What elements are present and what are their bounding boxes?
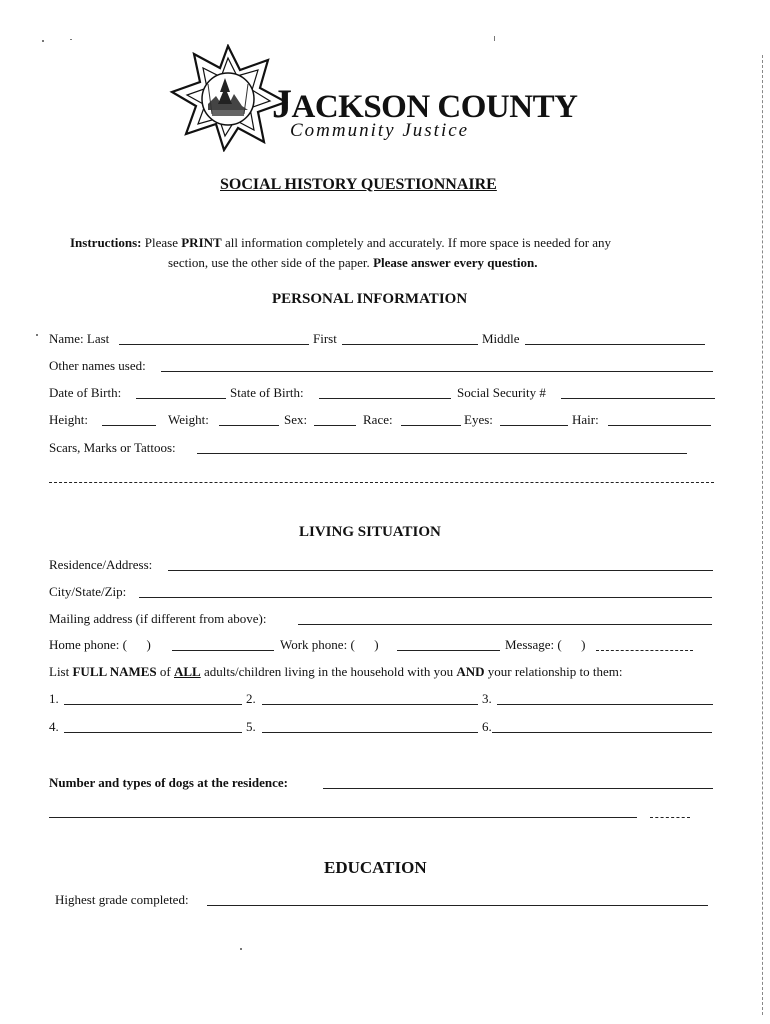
scan-speck [70, 39, 72, 40]
home-phone-label: Home phone: ( ) [49, 637, 151, 652]
scan-speck [240, 948, 242, 950]
sex-field[interactable] [314, 425, 356, 426]
personal-heading: PERSONAL INFORMATION [272, 291, 468, 307]
dogs-label: Number and types of dogs at the residence: [49, 775, 288, 790]
instructions-line-2 [168, 255, 537, 271]
eyes-label: Eyes: [464, 412, 493, 427]
household-text-c: adults/children living in the household with you [200, 664, 457, 679]
county-logo [168, 44, 288, 152]
household-all: ALL [173, 664, 201, 679]
instructions-text-a: Please [141, 235, 182, 250]
ssn-field[interactable] [561, 398, 715, 399]
state-of-birth-label: State of Birth: [230, 385, 304, 400]
work-phone-field[interactable] [397, 650, 500, 651]
mailing-field[interactable] [298, 624, 712, 625]
scan-edge [762, 55, 763, 1015]
highest-grade-field[interactable] [207, 905, 708, 906]
household-text-a: List [49, 664, 73, 679]
name-first-label: First [313, 331, 337, 346]
race-label: Race: [363, 412, 393, 427]
height-field[interactable] [102, 425, 156, 426]
message-label: Message: ( ) [505, 637, 586, 652]
residence-field[interactable] [168, 570, 713, 571]
name-last-label: Name: Last [49, 331, 110, 346]
scars-field-line-2[interactable] [49, 482, 714, 483]
eyes-field[interactable] [500, 425, 568, 426]
highest-grade-label: Highest grade completed: [55, 892, 189, 907]
scan-speck [494, 36, 495, 41]
household-3-label: 3. [482, 691, 492, 706]
other-names-label: Other names used: [49, 358, 146, 373]
living-heading: LIVING SITUATION [299, 524, 441, 540]
state-of-birth-field[interactable] [319, 398, 451, 399]
city-label: City/State/Zip: [49, 584, 127, 599]
household-text-d: your relationship to them: [484, 664, 623, 679]
instructions-label: Instructions: [70, 235, 142, 250]
scars-field[interactable] [197, 453, 687, 454]
household-5-label: 5. [246, 719, 256, 734]
weight-field[interactable] [219, 425, 279, 426]
household-4-label: 4. [49, 719, 59, 734]
work-phone-label: Work phone: ( ) [280, 637, 379, 652]
ssn-label: Social Security # [457, 385, 546, 400]
household-6-field[interactable] [492, 732, 712, 733]
dob-field[interactable] [136, 398, 226, 399]
logo-title-rest: ACKSON COUNTY [291, 89, 578, 125]
name-last-field[interactable] [119, 344, 309, 345]
household-full-names: FULL NAMES [72, 664, 157, 679]
household-4-field[interactable] [64, 732, 242, 733]
household-6-label: 6. [482, 719, 492, 734]
household-2-label: 2. [246, 691, 256, 706]
logo-subtitle: Community Justice [290, 120, 470, 141]
form-title: SOCIAL HISTORY QUESTIONNAIRE [220, 176, 497, 193]
hair-field[interactable] [608, 425, 711, 426]
household-instructions [49, 664, 622, 680]
dogs-field[interactable] [323, 788, 713, 789]
name-middle-field[interactable] [525, 344, 705, 345]
household-text-b: of [156, 664, 174, 679]
residence-label: Residence/Address: [49, 557, 153, 572]
household-1-label: 1. [49, 691, 59, 706]
name-first-field[interactable] [342, 344, 478, 345]
household-3-field[interactable] [497, 704, 713, 705]
household-5-field[interactable] [262, 732, 478, 733]
sex-label: Sex: [284, 412, 308, 427]
instructions-print: PRINT [181, 235, 222, 250]
household-2-field[interactable] [262, 704, 478, 705]
scan-speck [42, 40, 44, 42]
name-middle-label: Middle [482, 331, 520, 346]
dob-label: Date of Birth: [49, 385, 122, 400]
education-heading: EDUCATION [324, 858, 427, 877]
sheriff-star-icon [168, 44, 288, 152]
instructions-text-b: all information completely and accurately. If more space is needed for any [221, 235, 612, 250]
home-phone-field[interactable] [172, 650, 274, 651]
scan-speck [36, 334, 38, 336]
city-field[interactable] [139, 597, 712, 598]
other-names-field[interactable] [161, 371, 713, 372]
logo-title-initial: J [272, 81, 292, 126]
household-1-field[interactable] [64, 704, 242, 705]
height-label: Height: [49, 412, 88, 427]
dogs-field-line-2[interactable] [49, 817, 637, 818]
instructions-emphasis: Please answer every question. [373, 255, 538, 270]
instructions-text-c: section, use the other side of the paper. [168, 255, 374, 270]
weight-label: Weight: [168, 412, 209, 427]
mailing-label: Mailing address (if different from above): [49, 611, 267, 626]
dogs-field-line-2-tail [650, 817, 690, 818]
instructions-line-1 [70, 235, 611, 251]
message-field[interactable] [596, 650, 693, 651]
race-field[interactable] [401, 425, 461, 426]
hair-label: Hair: [572, 412, 599, 427]
household-and: AND [456, 664, 485, 679]
scars-label: Scars, Marks or Tattoos: [49, 440, 176, 455]
